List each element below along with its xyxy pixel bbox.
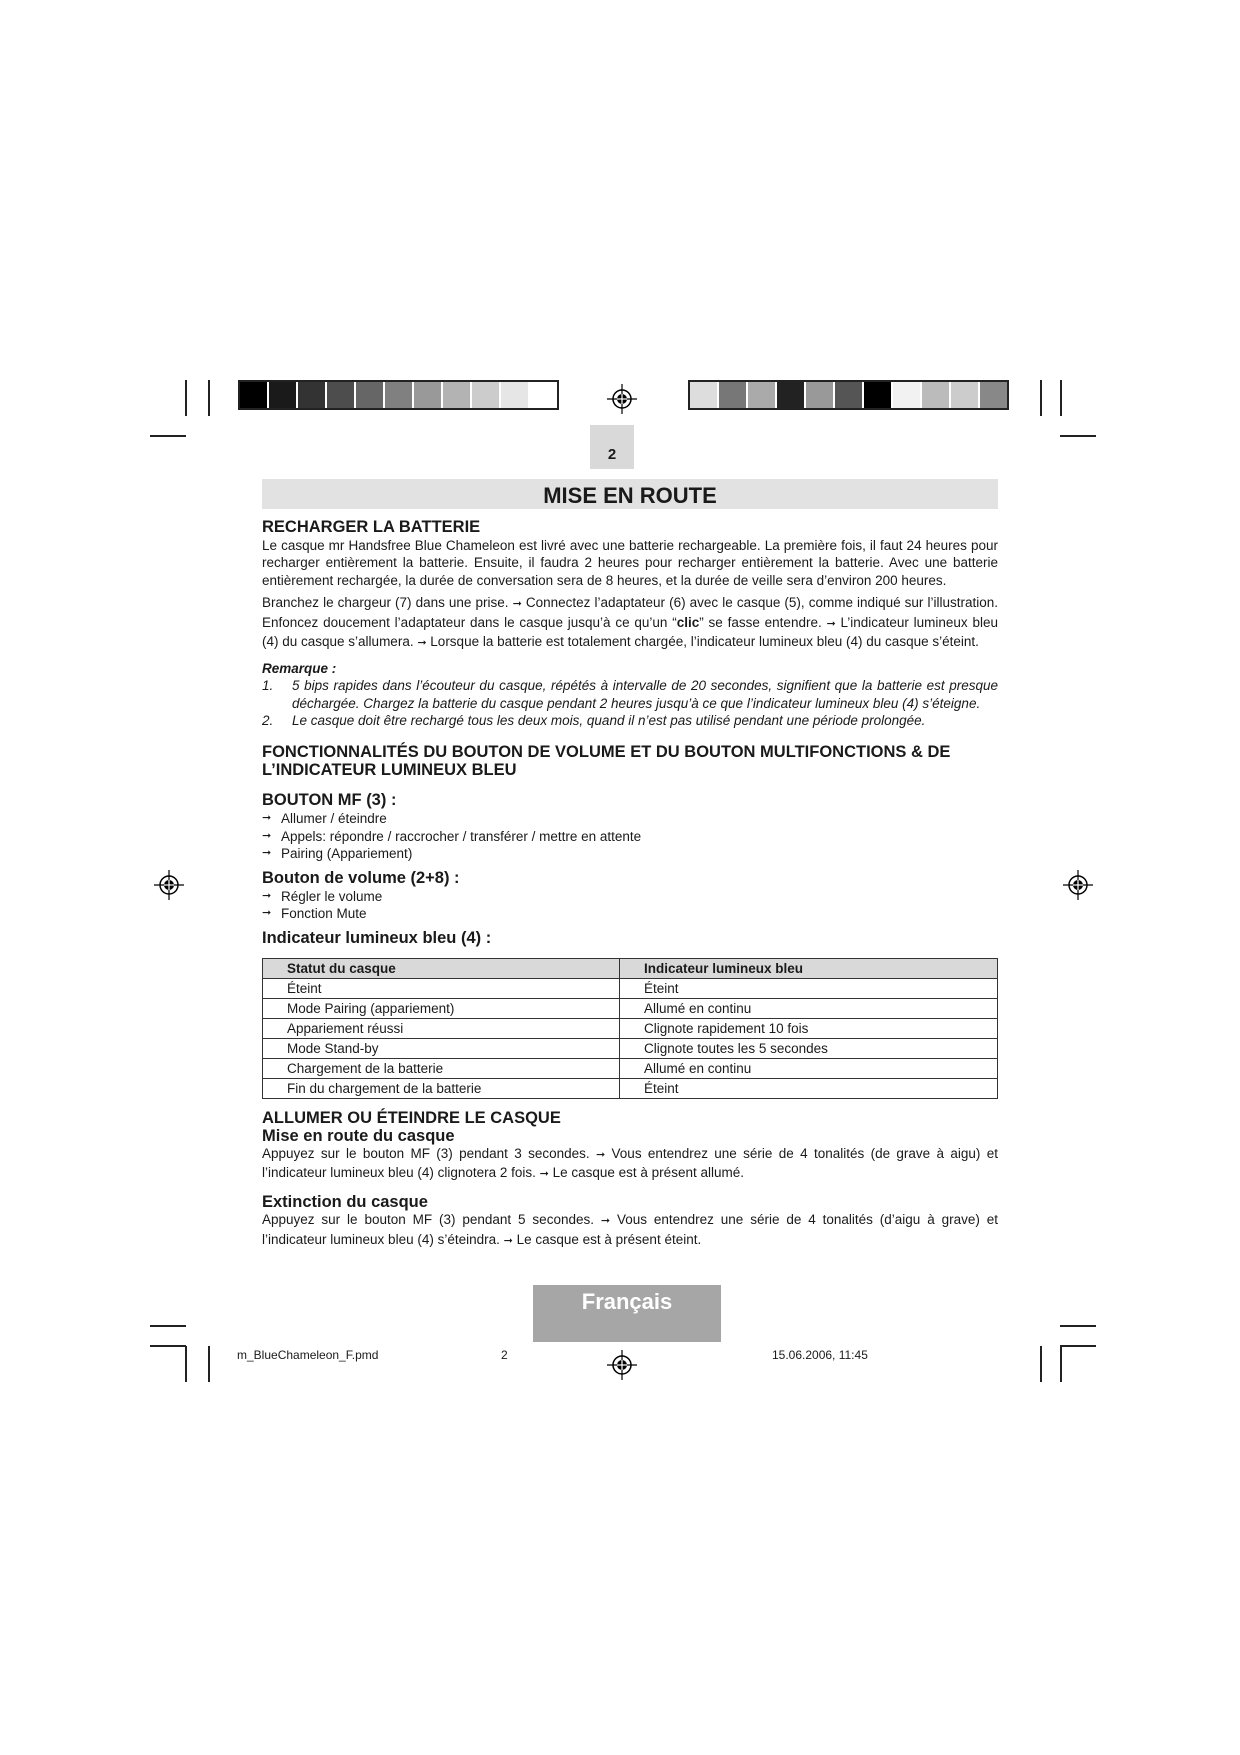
subheading-power-on: Mise en route du casque (262, 1126, 455, 1145)
arrow-right-icon: ➞ (417, 637, 427, 650)
table-header-cell: Statut du casque (263, 958, 620, 978)
language-label: Français (581, 1289, 673, 1314)
language-tab (533, 1285, 721, 1342)
arrow-right-icon: ➞ (262, 907, 272, 920)
subheading-volume-button: Bouton de volume (2+8) : (262, 868, 460, 887)
registration-mark-icon (607, 1350, 637, 1380)
section-heading-recharge: RECHARGER LA BATTERIE (262, 518, 481, 536)
page-number-tab (590, 425, 634, 469)
table-row: Appariement réussi Clignote rapidement 10 fois (263, 1018, 998, 1038)
registration-mark-icon (154, 870, 184, 900)
table-row: Mode Stand-by Clignote toutes les 5 secondes (263, 1038, 998, 1058)
list-item: ➞ Régler le volume (262, 888, 383, 904)
main-content (262, 518, 998, 1250)
section-heading-functions: FONCTIONNALITÉS DU BOUTON DE VOLUME ET DU BOUTON MULTIFONCTIONS & DE L’INDICATEUR LUMINEUX BLEU (262, 743, 951, 780)
table-row: Éteint Éteint (263, 978, 998, 998)
subheading-power-off: Extinction du casque (262, 1193, 428, 1212)
arrow-right-icon: ➞ (262, 889, 272, 902)
table-row: Mode Pairing (appariement) Allumé en continu (263, 998, 998, 1018)
section-heading-power: ALLUMER OU ÉTEINDRE LE CASQUE (262, 1108, 561, 1127)
arrow-right-icon: ➞ (826, 617, 836, 630)
arrow-right-icon: ➞ (503, 1234, 513, 1247)
power-on-paragraph: Appuyez sur le bouton MF (3) pendant 3 secondes. ➞ Vous entendrez une série de 4 tonalités (de grave à aigu) et l’indicateur lumineux bleu (4) clignotera 2 fois. ➞ Le casque est à présent allumé. (262, 1145, 998, 1180)
arrow-right-icon: ➞ (595, 1148, 606, 1161)
registration-mark-icon (607, 384, 637, 414)
mf-button-list (262, 810, 998, 863)
remark-list (262, 677, 998, 729)
arrow-right-icon: ➞ (539, 1167, 549, 1180)
led-status-table (262, 958, 998, 1099)
color-bar-right (688, 380, 1009, 410)
table-header-cell: Indicateur lumineux bleu (620, 958, 998, 978)
page-title: MISE EN ROUTE (543, 483, 717, 508)
subheading-led: Indicateur lumineux bleu (4) : (262, 928, 492, 947)
list-item: 1. 5 bips rapides dans l’écouteur du casque, répétés à intervalle de 20 secondes, signifient que la batterie est presque déchargée. Chargez la batterie du casque pendant 2 heures jusqu’à ce que l’indicateur lumineux bleu (4) s’éteigne. (262, 678, 998, 711)
table-row: Fin du chargement de la batterie Éteint (263, 1078, 998, 1098)
list-item: ➞ Fonction Mute (262, 906, 367, 922)
arrow-right-icon: ➞ (262, 829, 272, 842)
footer-page: 2 (501, 1348, 508, 1362)
title-bar (262, 479, 998, 509)
remark-title: Remarque : (262, 661, 337, 677)
list-item: ➞ Allumer / éteindre (262, 811, 387, 827)
recharge-paragraph-1: Le casque mr Handsfree Blue Chameleon est livré avec une batterie rechargeable. La première fois, il faut 24 heures pour recharger entièrement la batterie. Ensuite, il faudra 2 heures pour recharger entièrement la batterie. Avec une batterie entièrement rechargée, la durée de conversation sera de 8 heures, et la durée de veille sera d’environ 200 heures. (262, 538, 998, 588)
list-item: ➞ Appels: répondre / raccrocher / transférer / mettre en attente (262, 828, 642, 844)
arrow-right-icon: ➞ (512, 598, 522, 611)
list-item: ➞ Pairing (Appariement) (262, 846, 413, 862)
volume-button-list (262, 888, 998, 923)
footer-datetime: 15.06.2006, 11:45 (772, 1348, 868, 1362)
table-row: Chargement de la batterie Allumé en continu (263, 1058, 998, 1078)
table-header-row (263, 958, 998, 978)
color-bar-left (238, 380, 559, 410)
arrow-right-icon: ➞ (600, 1215, 611, 1228)
list-item: 2. Le casque doit être rechargé tous les deux mois, quand il n’est pas utilisé pendant une période prolongée. (262, 712, 926, 728)
page-number: 2 (607, 446, 617, 463)
registration-mark-icon (1063, 870, 1093, 900)
footer-filename: m_BlueChameleon_F.pmd (237, 1348, 379, 1362)
subheading-mf-button: BOUTON MF (3) : (262, 791, 397, 810)
recharge-paragraph-2: Branchez le chargeur (7) dans une prise. ➞ Connectez l’adaptateur (6) avec le casque (5), comme indiqué sur l’illustration. Enfoncez doucement l’adaptateur dans le casque jusqu’à ce qu’un “clic” se fasse entendre. ➞ L’indicateur lumineux bleu (4) du casque s’allumera. ➞ Lorsque la batterie est totalement chargée, l’indicateur lumineux bleu (4) du casque s’éteint. (262, 595, 998, 650)
arrow-right-icon: ➞ (262, 812, 272, 825)
arrow-right-icon: ➞ (262, 847, 272, 860)
power-off-paragraph: Appuyez sur le bouton MF (3) pendant 5 secondes. ➞ Vous entendrez une série de 4 tonalités (d’aigu à grave) et l’indicateur lumineux bleu (4) s’éteindra. ➞ Le casque est à présent éteint. (262, 1212, 998, 1247)
